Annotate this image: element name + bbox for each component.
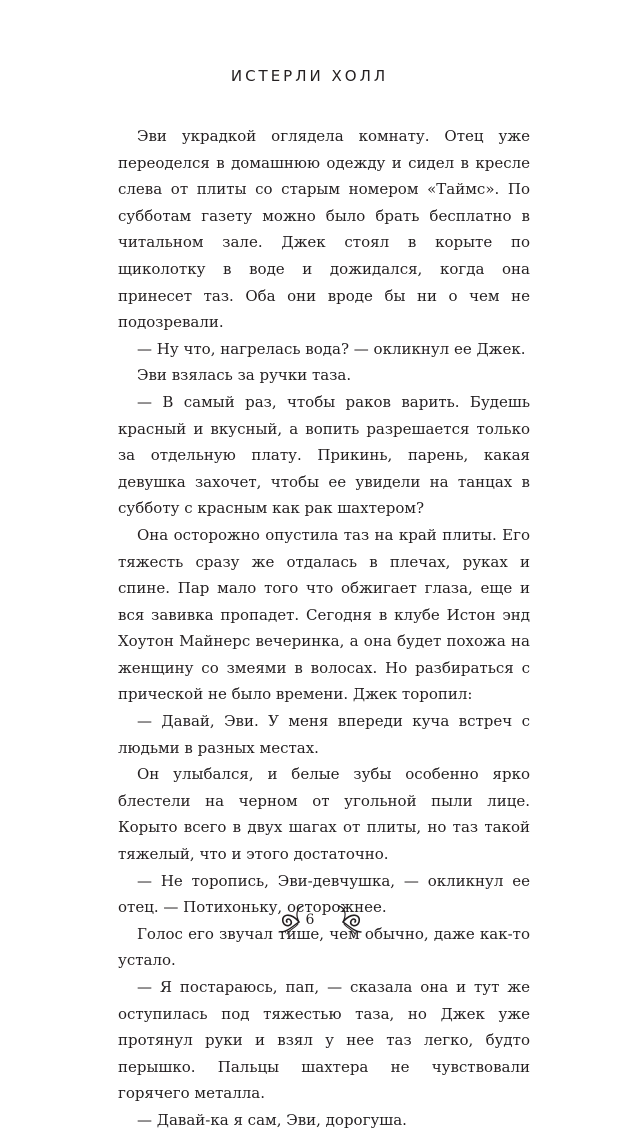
paragraph: — Давай-ка я сам, Эви, дорогуша. — [137, 1110, 407, 1129]
paragraph: — Не торопись, Эви-девчушка, — окликнул ее отец. — Потихоньку, осторожнее. — [118, 871, 530, 917]
page-footer — [0, 902, 619, 942]
paragraph: — Я постараюсь, пап, — сказала она и тут же оступилась под тяжестью таза, но Джек уже протянул руки и взял у нее таз легко, будто перышко. Пальцы шахтера не чувствовали горячего металла. — [118, 978, 530, 1103]
paragraph: Голос его звучал тише, чем обычно, даже как-то устало. — [118, 924, 530, 970]
paragraph: Он улыбался, и белые зубы особенно ярко блестели на черном от угольной пыли лице. Корыто всего в двух шагах от плиты, но таз такой тяжелый, что и этого достаточно. — [118, 765, 530, 864]
paragraph: Эви взялась за ручки таза. — [137, 366, 352, 385]
flourish-ornament-icon — [279, 902, 363, 942]
page-number: 6 — [305, 912, 315, 928]
paragraph: Эви украдкой оглядела комнату. Отец уже переоделся в домашнюю одежду и сидел в кресле слева от плиты со старым номером «Таймс». По субботам газету можно было брать бесплатно в читальном зале. Джек стоял в корыте по щиколотку в воде и дожидался, когда она принесет таз. Оба они вроде бы ни о чем не подозревали. — [118, 127, 530, 332]
body-text — [118, 123, 530, 1134]
paragraph: — Давай, Эви. У меня впереди куча встреч с людьми в разных местах. — [118, 712, 530, 757]
running-title: ИСТЕРЛИ ХОЛЛ — [230, 67, 389, 85]
paragraph: — В самый раз, чтобы раков варить. Будешь красный и вкусный, а вопить разрешается только за отдельную плату. Прикинь, парень, какая девушка захочет, чтобы ее увидели на танцах в субботу с красным как рак шахтером? — [118, 392, 530, 518]
paragraph: Она осторожно опустила таз на край плиты. Его тяжесть сразу же отдалась в плечах, руках и спине. Пар мало того что обжигает глаза, еще и вся завивка пропадет. Сегодня в клубе Истон энд Хоутон Майнерс вечеринка, а она будет похожа на женщину со змеями в волосах. Но разбираться с прической не было времени. Джек торопил: — [118, 525, 530, 704]
paragraph: — Ну что, нагрелась вода? — окликнул ее Джек. — [137, 339, 526, 358]
